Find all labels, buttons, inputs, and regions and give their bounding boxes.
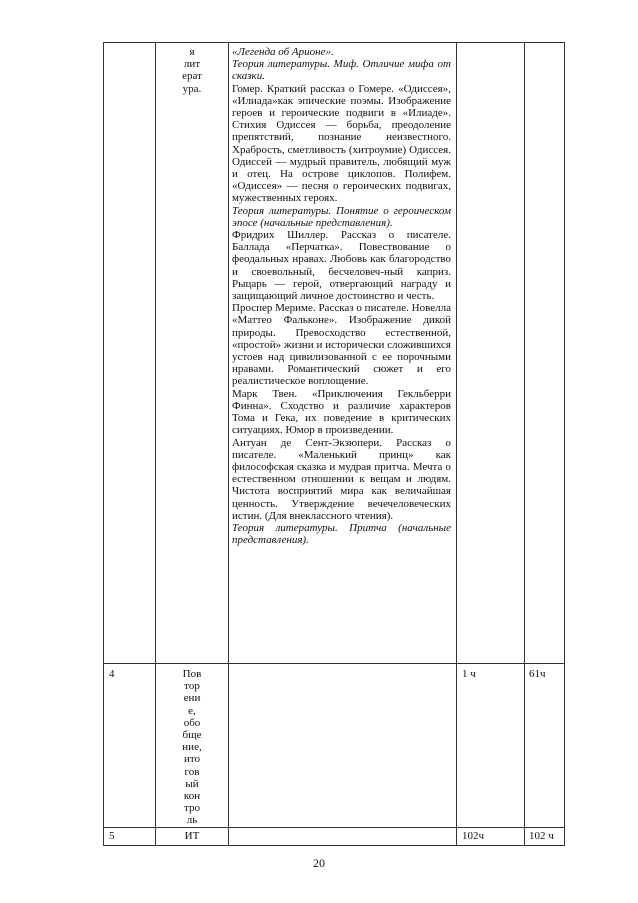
table-border-top	[103, 42, 565, 43]
total-hours-cell: 61ч	[529, 668, 546, 680]
section-name-line: ито	[183, 753, 201, 766]
section-name-line: е,	[188, 704, 196, 717]
row-divider-5	[103, 827, 565, 828]
section-name-line: ый	[185, 777, 199, 790]
row-number: 5	[109, 830, 115, 842]
section-name-cell	[156, 668, 228, 827]
description-paragraph: Антуан де Сент-Экзюпери. Рассказ о писателе. «Маленький принц» как философская сказка и мудрая притча. Мечта о естественном отношении к вещам и людям. Чистота восприятий мира как величайшая ценность. Утверждение вечечеловеческих истин. (Для внеклассного чтения).	[232, 436, 451, 522]
description-paragraph: Теория литературы. Понятие о героическом эпосе (начальные представления).	[232, 204, 451, 229]
section-name-line: ерат	[182, 70, 202, 83]
section-name-line: ние,	[182, 741, 202, 754]
section-name-line: кон	[183, 790, 201, 803]
description-paragraph: Проспер Мериме. Рассказ о писателе. Новелла «Маттео Фальконе». Изображение дикой природы. Превосходство естественной, «простой» жизни и исторически сложившихся устоев над цивилизованной с ее порочными нравами. Романтический сюжет и его реалистическое воплощение.	[232, 302, 451, 388]
section-name-line: я	[189, 46, 195, 58]
section-name-line: тро	[184, 802, 200, 815]
curriculum-table	[103, 42, 565, 846]
section-name-line: тор	[184, 680, 200, 693]
section-name-line: обо	[183, 716, 201, 729]
column-divider-2	[228, 42, 229, 846]
hours-cell: 102ч	[462, 830, 485, 842]
column-divider-3	[456, 42, 457, 846]
section-name-line: ура.	[182, 82, 202, 95]
table-border-bottom	[103, 845, 565, 846]
description-paragraph: Теория литературы. Притча (начальные представления).	[232, 521, 451, 547]
topic-description-cell	[232, 46, 451, 546]
section-name-line: лит	[183, 58, 201, 71]
section-name-line: ени	[183, 692, 201, 705]
section-name-line: бще	[182, 729, 202, 742]
section-name-line: Пов	[182, 668, 202, 680]
description-paragraph: «Легенда об Арионе».	[232, 46, 334, 58]
total-hours-cell: 102 ч	[529, 830, 554, 842]
section-name-line: ль	[186, 814, 198, 827]
description-paragraph: Фридрих Шиллер. Рассказ о писателе. Баллада «Перчатка». Повествование о феодальных нравах. Любовь как благородство и своевольный, бесчеловеч-ный каприз. Рыцарь — герой, отвергающий награду и защищающий личное достоинство и честь.	[232, 229, 451, 303]
table-border-left	[103, 42, 104, 846]
description-paragraph: Марк Твен. «Приключения Гекльберри Финна». Сходство и различие характеров Тома и Гека, их поведение в критических ситуациях. Юмор в произведении.	[232, 387, 451, 437]
hours-cell: 1 ч	[462, 668, 476, 680]
section-name-cell: ИТ	[184, 830, 200, 842]
section-name-cell	[156, 46, 228, 95]
row-number: 4	[109, 668, 115, 680]
description-paragraph: Гомер. Краткий рассказ о Гомере. «Одиссея», «Илиада»как эпические поэмы. Изображение героев и героические подвиги в «Илиаде». Стихия Одиссея — борьба, преодоление препятствий, познание неизвестного. Храбрость, сметливость (хитроумие) Одиссея. Одиссей — мудрый правитель, любящий муж и отец. На острове циклопов. Полифем. «Одиссея» — песня о героических подвигах, мужественных героях.	[232, 82, 451, 205]
row-divider-4	[103, 663, 565, 664]
table-border-right	[564, 42, 565, 846]
section-name-line: гов	[184, 765, 200, 778]
page-number: 20	[313, 856, 325, 870]
column-divider-4	[524, 42, 525, 846]
description-paragraph: Теория литературы. Миф. Отличие мифа от сказки.	[232, 58, 451, 83]
